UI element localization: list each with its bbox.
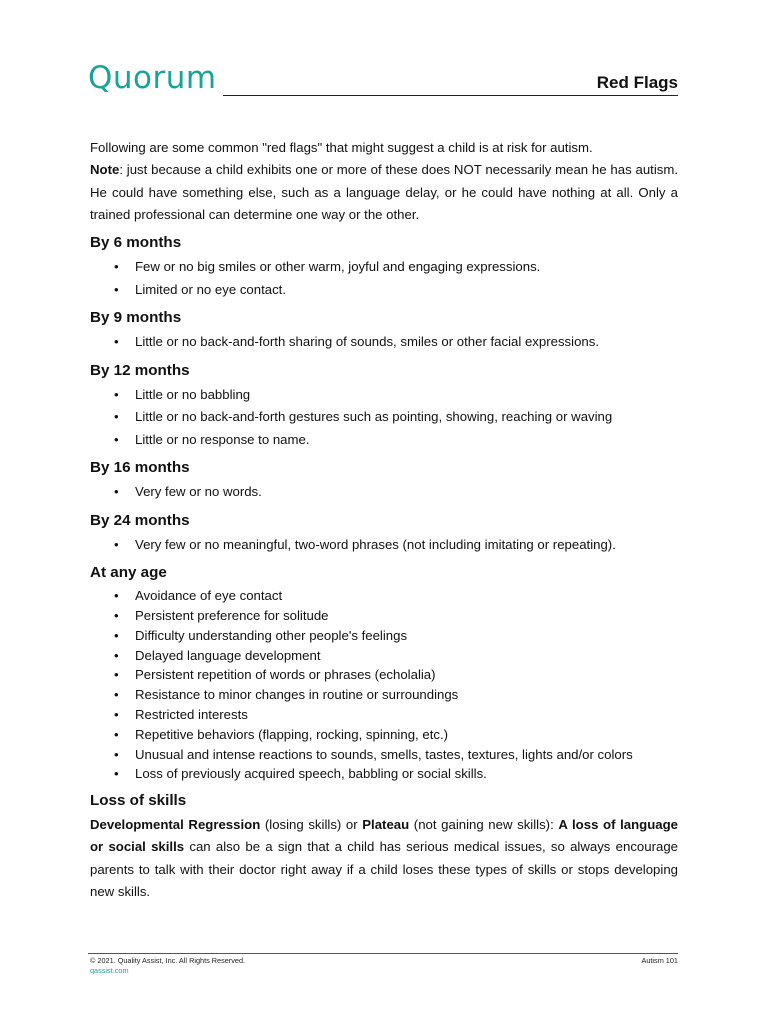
section-12-months — [90, 361, 678, 452]
section-any-age — [90, 563, 678, 784]
list-item — [90, 534, 678, 557]
intro-paragraph — [90, 137, 678, 226]
bullet-icon: • — [114, 687, 119, 703]
loss-text-2: (not gaining new skills): — [409, 817, 559, 833]
list-item — [90, 705, 678, 725]
bullet-icon: • — [114, 409, 119, 425]
list-item — [90, 406, 678, 429]
bullet-list — [90, 481, 678, 504]
bullet-icon: • — [114, 647, 119, 663]
loss-text-3: can also be a sign that a child has serious medical issues, so always encourage parents to talk with their doctor right away if a child loses these types of skills or stops developing new skills. — [90, 839, 678, 900]
section-loss-of-skills — [90, 791, 678, 903]
quorum-logo: Quorum — [88, 60, 217, 96]
list-item-text: Few or no big smiles or other warm, joyful and engaging expressions. — [135, 259, 541, 275]
bullet-list — [90, 534, 678, 557]
term-loss-of-language: A loss of language or social skills — [90, 817, 678, 855]
bullet-icon: • — [114, 706, 119, 722]
loss-text-1: (losing skills) or — [260, 817, 363, 833]
list-item — [90, 665, 678, 685]
bullet-list — [90, 586, 678, 784]
bullet-icon: • — [114, 281, 119, 297]
section-heading: By 6 months — [90, 234, 182, 252]
list-item — [90, 764, 678, 784]
footer-divider — [88, 953, 678, 954]
bullet-icon: • — [114, 431, 119, 447]
page-title: Red Flags — [596, 73, 678, 92]
section-24-months — [90, 511, 678, 557]
bullet-icon: • — [114, 536, 119, 552]
bullet-icon: • — [114, 484, 119, 500]
list-item — [90, 481, 678, 504]
list-item — [90, 725, 678, 745]
section-heading: Loss of skills — [90, 792, 187, 810]
list-item — [90, 606, 678, 626]
bullet-icon: • — [114, 334, 119, 350]
list-item — [90, 429, 678, 452]
list-item-text: Difficulty understanding other people's feelings — [135, 627, 408, 643]
bullet-icon: • — [114, 746, 119, 762]
list-item-text: Very few or no words. — [135, 484, 262, 500]
list-item-text: Repetitive behaviors (flapping, rocking, spinning, etc.) — [135, 726, 449, 742]
note-label: Note — [90, 162, 120, 178]
list-item-text: Little or no back-and-forth sharing of sounds, smiles or other facial expressions. — [135, 334, 599, 350]
main-content — [90, 137, 678, 903]
list-item-text: Persistent repetition of words or phrases (echolalia) — [135, 667, 436, 683]
list-item-text: Little or no response to name. — [135, 431, 310, 447]
section-heading: By 16 months — [90, 459, 190, 477]
bullet-list — [90, 331, 678, 354]
section-16-months — [90, 458, 678, 504]
footer-left — [90, 956, 245, 976]
term-regression: Developmental Regression — [90, 817, 261, 833]
section-9-months — [90, 308, 678, 354]
list-item — [90, 586, 678, 606]
intro-note — [90, 159, 678, 226]
intro-line: Following are some common "red flags" that might suggest a child is at risk for autism. — [90, 140, 593, 155]
bullet-icon: • — [114, 259, 119, 275]
section-heading: By 24 months — [90, 511, 190, 529]
loss-of-skills-paragraph — [90, 814, 678, 903]
copyright-text: © 2021. Quality Assist, Inc. All Rights Reserved. — [90, 956, 246, 965]
note-text: : just because a child exhibits one or more of these does NOT necessarily mean he has autism. He could have something else, such as a language delay, or he could have nothing at all. Only a trained professional can determine one way or the other. — [90, 162, 678, 222]
list-item — [90, 331, 678, 354]
list-item-text: Persistent preference for solitude — [135, 607, 329, 623]
list-item-text: Little or no babbling — [135, 386, 251, 402]
bullet-list — [90, 384, 678, 452]
list-item-text: Delayed language development — [135, 647, 321, 663]
list-item-text: Loss of previously acquired speech, babbling or social skills. — [135, 766, 487, 782]
section-heading: By 12 months — [90, 361, 190, 379]
bullet-icon: • — [114, 726, 119, 742]
list-item — [90, 646, 678, 666]
bullet-icon: • — [114, 766, 119, 782]
section-heading: At any age — [90, 564, 167, 582]
list-item-text: Little or no back-and-forth gestures such as pointing, showing, reaching or waving — [135, 409, 613, 425]
bullet-icon: • — [114, 588, 119, 604]
list-item-text: Avoidance of eye contact — [135, 588, 283, 604]
section-heading: By 9 months — [90, 309, 182, 327]
bullet-icon: • — [114, 667, 119, 683]
list-item — [90, 384, 678, 407]
list-item — [90, 626, 678, 646]
footer-course-label: Autism 101 — [641, 956, 678, 965]
footer-link[interactable]: qassist.com — [90, 966, 129, 975]
bullet-list — [90, 256, 678, 301]
list-item-text: Limited or no eye contact. — [135, 281, 287, 297]
header-divider — [223, 95, 678, 96]
bullet-icon: • — [114, 607, 119, 623]
list-item-text: Resistance to minor changes in routine or surroundings — [135, 687, 459, 703]
list-item-text: Restricted interests — [135, 706, 248, 722]
list-item-text: Very few or no meaningful, two-word phrases (not including imitating or repeating). — [135, 536, 616, 552]
list-item-text: Unusual and intense reactions to sounds, smells, tastes, textures, lights and/or colors — [135, 746, 633, 762]
list-item — [90, 256, 678, 279]
bullet-icon: • — [114, 627, 119, 643]
list-item — [90, 685, 678, 705]
list-item — [90, 745, 678, 765]
bullet-icon: • — [114, 386, 119, 402]
term-plateau: Plateau — [362, 817, 410, 833]
section-6-months — [90, 233, 678, 301]
list-item — [90, 279, 678, 302]
